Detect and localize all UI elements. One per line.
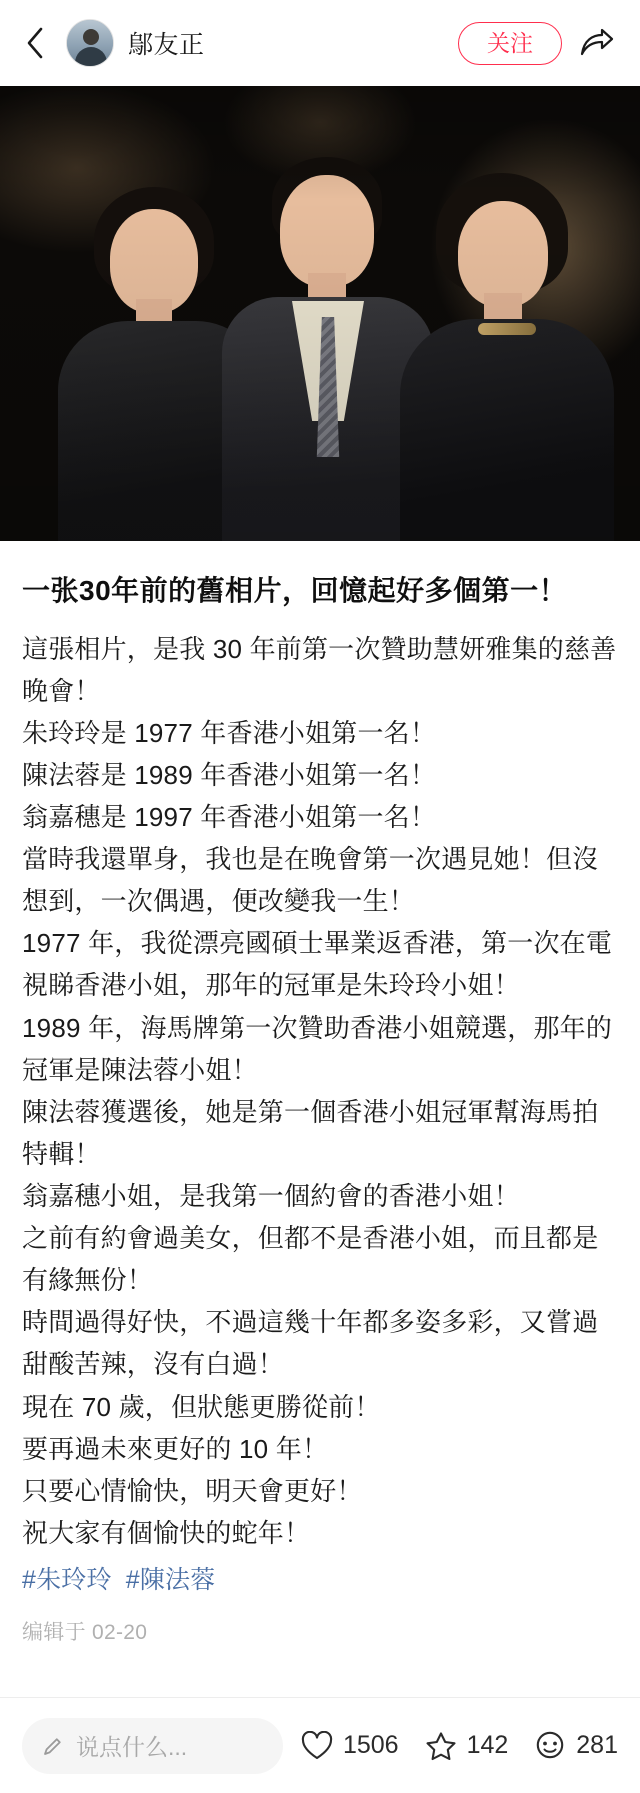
bottom-action-bar (0, 1697, 640, 1793)
chevron-left-icon (24, 26, 46, 60)
hashtag[interactable]: #陳法蓉 (125, 1566, 216, 1594)
like-count: 1506 (342, 1731, 399, 1759)
star-icon (425, 1731, 457, 1761)
post-paragraph: 朱玲玲是 1977 年香港小姐第一名！ (22, 717, 437, 748)
post-paragraph: 翁嘉穗是 1997 年香港小姐第一名！ (22, 802, 437, 833)
collect-count: 142 (466, 1731, 509, 1759)
post-paragraph: 1989 年，海馬牌第一次贊助香港小姐競選，那年的冠軍是陳法蓉小姐！ (22, 1012, 613, 1085)
post-content (0, 541, 640, 1646)
post-paragraph: 現在 70 歲，但狀態更勝從前！ (22, 1391, 381, 1422)
post-paragraph: 之前有約會過美女，但都不是香港小姐，而且都是有緣無份！ (22, 1223, 599, 1296)
follow-button[interactable]: 关注 (458, 22, 562, 65)
hashtag[interactable]: #朱玲玲 (22, 1566, 112, 1594)
post-paragraph: 祝大家有個愉快的蛇年！ (22, 1517, 311, 1548)
stats-group (301, 1731, 618, 1761)
post-paragraph: 翁嘉穗小姐，是我第一個約會的香港小姐！ (22, 1181, 520, 1212)
post-paragraph: 要再過未來更好的 10 年！ (22, 1433, 329, 1464)
comment-count: 281 (576, 1731, 618, 1759)
post-body (22, 628, 618, 1554)
comment-placeholder: 说点什么... (76, 1734, 188, 1760)
post-title: 一张30年前的舊相片，回憶起好多個第一！ (22, 575, 568, 606)
heart-icon (301, 1731, 333, 1761)
collect-button[interactable] (425, 1731, 509, 1761)
avatar-head-shape (83, 29, 99, 45)
share-button[interactable] (576, 22, 618, 64)
comment-icon (534, 1731, 566, 1761)
back-button[interactable] (18, 26, 52, 60)
comment-input[interactable] (22, 1718, 283, 1774)
post-paragraph: 時間過得好快，不過這幾十年都多姿多彩，又嘗過甜酸苦辣，沒有白過！ (22, 1307, 599, 1380)
comment-button[interactable] (534, 1731, 618, 1761)
post-paragraph: 陳法蓉獲選後，她是第一個香港小姐冠軍幫海馬拍特輯！ (22, 1096, 599, 1169)
hashtag-list[interactable] (22, 1560, 618, 1600)
pencil-icon (42, 1735, 64, 1757)
photo-vignette (0, 86, 640, 541)
top-navigation-bar (0, 0, 640, 86)
post-paragraph: 1977 年，我從漂亮國碩士畢業返香港，第一次在電視睇香港小姐，那年的冠軍是朱玲玲小姐！ (22, 928, 613, 1001)
post-paragraph: 當時我還單身，我也是在晚會第一次遇見她！但沒想到，一次偶遇，便改變我一生！ (22, 844, 599, 917)
post-paragraph: 這張相片，是我 30 年前第一次贊助慧妍雅集的慈善晚會！ (22, 633, 617, 706)
post-photo[interactable] (0, 86, 640, 541)
like-button[interactable] (301, 1731, 399, 1761)
edit-timestamp: 编辑于 02-20 (22, 1621, 148, 1644)
post-paragraph: 只要心情愉快，明天會更好！ (22, 1475, 363, 1506)
share-arrow-icon (580, 28, 614, 58)
post-paragraph: 陳法蓉是 1989 年香港小姐第一名！ (22, 759, 437, 790)
author-name[interactable]: 鄔友正 (128, 31, 205, 59)
avatar[interactable] (66, 19, 114, 67)
